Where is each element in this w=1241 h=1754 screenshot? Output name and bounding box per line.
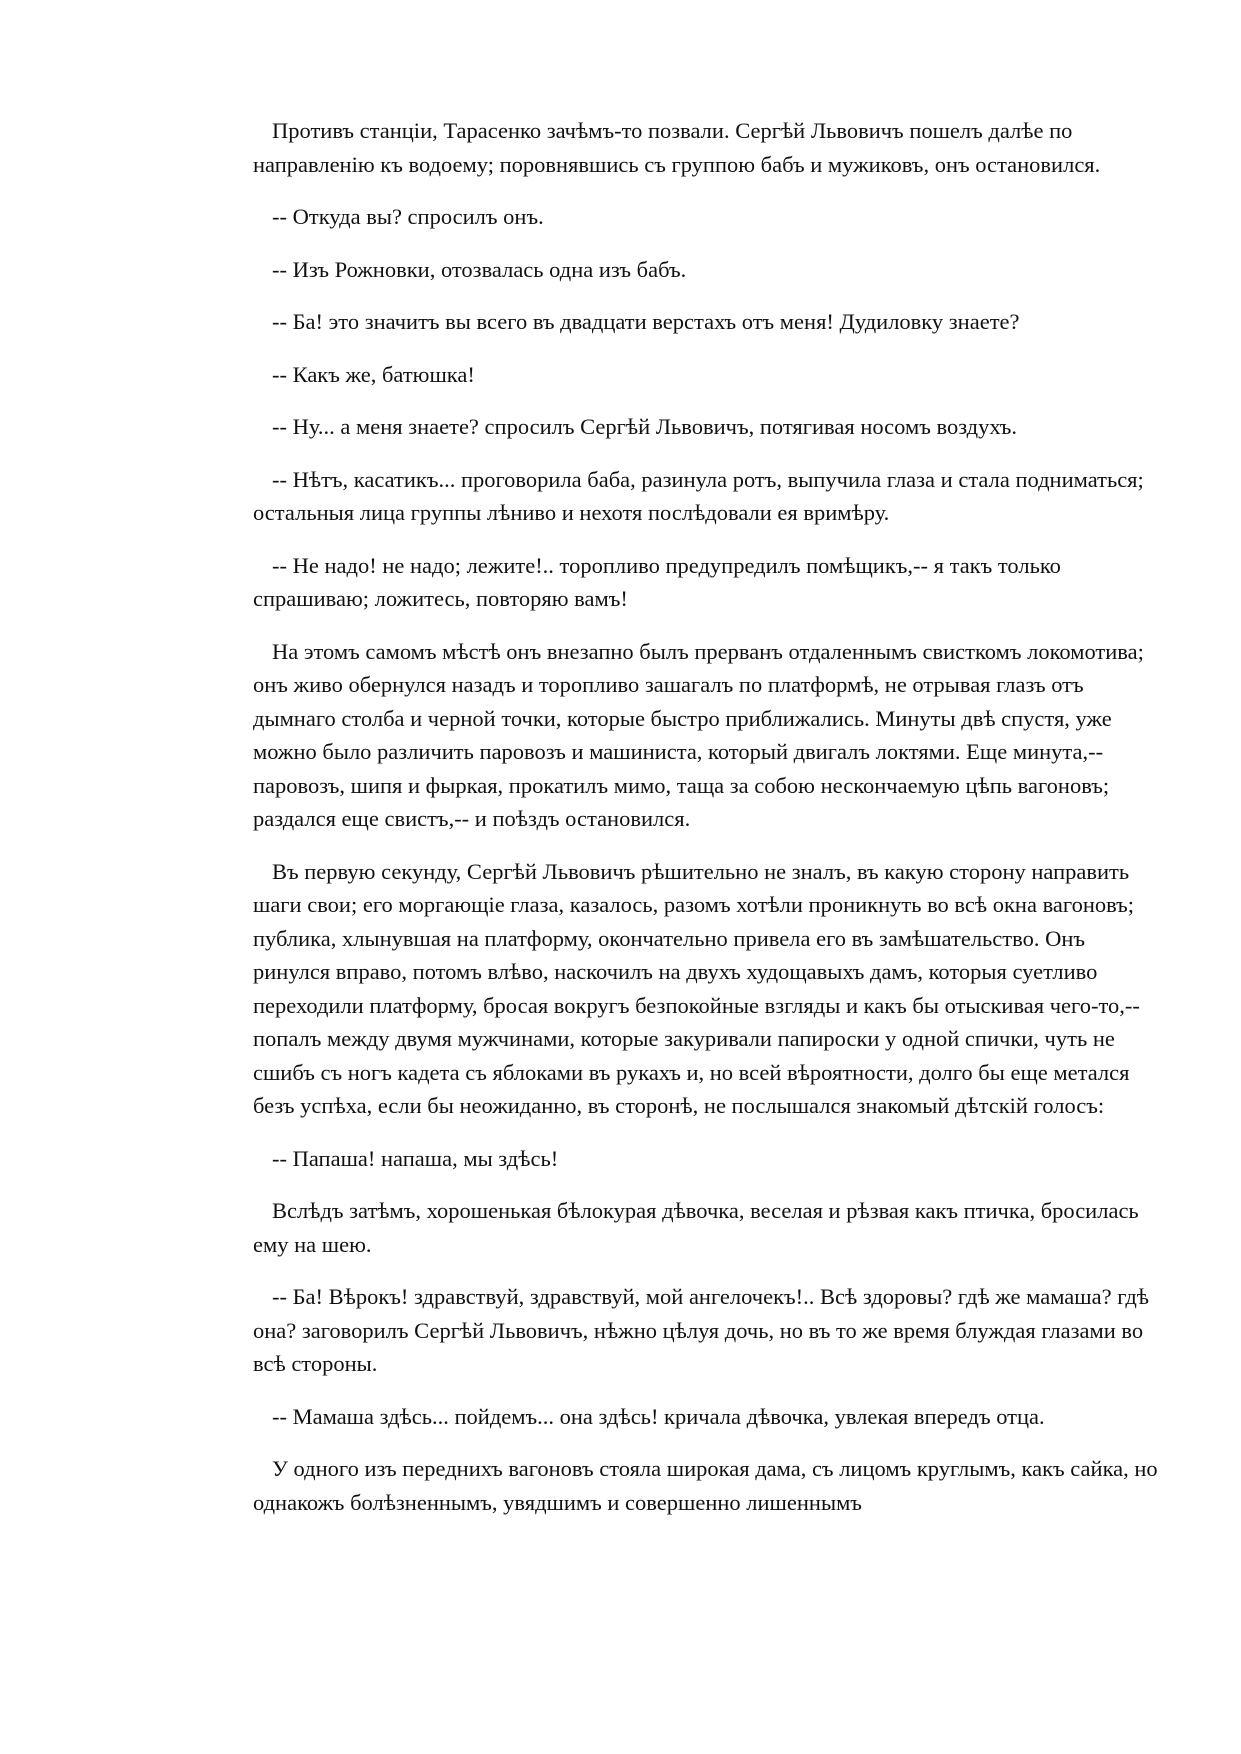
paragraph: -- Не надо! не надо; лежите!.. торопливо предупредилъ помѣщикъ,-- я такъ только спрашиваю; ложитесь, повторяю вамъ! xyxy=(253,552,1061,611)
paragraph: -- Папаша! напаша, мы здѣсь! xyxy=(272,1145,559,1171)
paragraph: -- Ба! это значитъ вы всего въ двадцати верстахъ отъ меня! Дудиловку знаете? xyxy=(272,309,1020,334)
paragraph: Вслѣдъ затѣмъ, хорошенькая бѣлокурая дѣвочка, веселая и рѣзвая какъ птичка, бросилась ему на шею. xyxy=(253,1198,1139,1257)
paragraph: -- Изъ Рожновки, отозвалась одна изъ бабъ. xyxy=(272,256,687,282)
paragraph: -- Ба! Вѣрокъ! здравствуй, здравствуй, мой ангелочекъ!.. Всѣ здоровы? гдѣ же мамаша? гдѣ она? заговорилъ Сергѣй Львовичъ, нѣжно цѣлуя дочь, но въ то же время блуждая глазами во всѣ стороны. xyxy=(253,1284,1149,1376)
paragraph: Противъ станціи, Тарасенко зачѣмъ-то позвали. Сергѣй Львовичъ пошелъ далѣе по направленію къ водоему; поровнявшись съ группою бабъ и мужиковъ, онъ остановился. xyxy=(253,118,1101,177)
paragraph: Въ первую секунду, Сергѣй Львовичъ рѣшительно не зналъ, въ какую сторону направить шаги свои; его моргающіе глаза, казалось, разомъ хотѣли проникнуть во всѣ окна вагоновъ; публика, хлынувшая на платформу, окончательно привела его въ замѣшательство. Онъ ринулся вправо, потомъ влѣво, наскочилъ на двухъ худощавыхъ дамъ, которыя суетливо переходили платформу, бросая вокругъ безпокойные взгляды и какъ бы отыскивая чего-то,-- попалъ между двумя мужчинами, которые закуривали папироски у одной спички, чуть не сшибъ съ ногъ кадета съ яблоками въ рукахъ и, но всей вѣроятности, долго бы еще метался безъ успѣха, если бы неожиданно, въ сторонѣ, не послышался знакомый дѣтскій голосъ: xyxy=(253,858,1140,1118)
paragraph: -- Нѣтъ, касатикъ... проговорила баба, разинула ротъ, выпучила глаза и стала подниматься; остальныя лица группы лѣниво и нехотя послѣдовали ея вримѣру. xyxy=(253,466,1144,525)
paragraph: На этомъ самомъ мѣстѣ онъ внезапно былъ прерванъ отдаленнымъ свисткомъ локомотива; онъ живо обернулся назадъ и торопливо зашагалъ по платформѣ, не отрывая глазъ отъ дымнаго столба и черной точки, которые быстро приближались. Минуты двѣ спустя, уже можно было различить паровозъ и машиниста, который двигалъ локтями. Еще минута,-- паровозъ, шипя и фыркая, прокатилъ мимо, таща за собою нескончаемую цѣпь вагоновъ; раздался еще свистъ,-- и поѣздъ остановился. xyxy=(253,638,1144,831)
document-page xyxy=(253,114,1158,1538)
paragraph: -- Откуда вы? спросилъ онъ. xyxy=(272,204,544,229)
paragraph: -- Какъ же, батюшка! xyxy=(272,361,475,387)
paragraph: -- Ну... а меня знаете? спросилъ Сергѣй Львовичъ, потягивая носомъ воздухъ. xyxy=(272,414,1018,439)
paragraph: У одного изъ переднихъ вагоновъ стояла широкая дама, съ лицомъ круглымъ, какъ сайка, но однакожъ болѣзненнымъ, увядшимъ и совершенно лишеннымъ xyxy=(253,1456,1158,1515)
paragraph: -- Мамаша здѣсь... пойдемъ... она здѣсь! кричала дѣвочка, увлекая впередъ отца. xyxy=(272,1403,1045,1429)
